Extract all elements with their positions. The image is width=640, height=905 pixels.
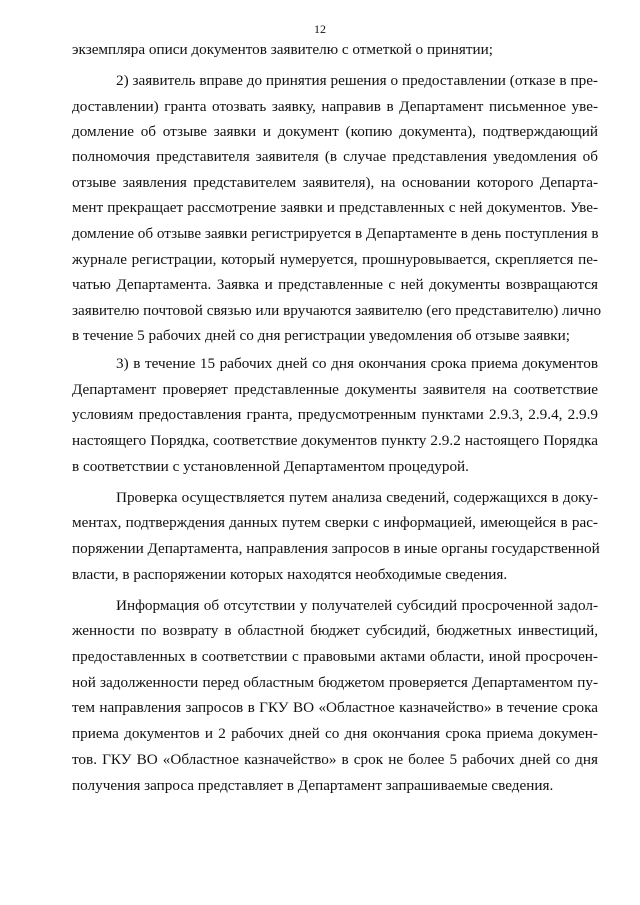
text-line: Проверка осуществляется путем анализа сведений, содержащихся в доку- bbox=[116, 489, 598, 506]
text-line: экземпляра описи документов заявителю с отметкой о принятии; bbox=[72, 41, 494, 58]
text-line: полномочия представителя заявителя (в случае представления уведомления об bbox=[72, 148, 598, 165]
text-line: женности по возврату в областной бюджет субсидий, бюджетных инвестиций, bbox=[72, 622, 598, 639]
text-line: мент прекращает рассмотрение заявки и представленных с ней документов. Уве- bbox=[72, 199, 598, 216]
text-line: в течение 5 рабочих дней со дня регистрации уведомления об отзыве заявки; bbox=[72, 327, 571, 344]
text-line: 2) заявитель вправе до принятия решения о предоставлении (отказе в пре- bbox=[116, 72, 598, 89]
text-line: тем направления запросов в ГКУ ВО «Областное казначейство» в течение срока bbox=[72, 699, 598, 716]
text-line: в соответствии с установленной Департаментом процедурой. bbox=[72, 458, 469, 475]
text-line: ментах, подтверждения данных путем сверки с информацией, имеющейся в рас- bbox=[72, 514, 598, 531]
text-line: заявителю почтовой связью или вручаются заявителю (его представителю) лично bbox=[72, 302, 602, 319]
text-line: условиям предоставления гранта, предусмотренным пунктами 2.9.3, 2.9.4, 2.9.9 bbox=[72, 406, 598, 423]
text-line: домление об отзыве заявки и документ (копию документа), подтверждающий bbox=[72, 123, 598, 140]
text-line: получения запроса представляет в Департамент запрашиваемые сведения. bbox=[72, 777, 554, 794]
text-line: Департамент проверяет представленные документы заявителя на соответствие bbox=[72, 381, 598, 398]
text-line: предоставленных в соответствии с правовыми актами области, иной просрочен- bbox=[72, 648, 598, 665]
text-line: 3) в течение 15 рабочих дней со дня окончания срока приема документов bbox=[116, 355, 598, 372]
text-line: тов. ГКУ ВО «Областное казначейство» в срок не более 5 рабочих дней со дня bbox=[72, 751, 598, 768]
text-line: чатью Департамента. Заявка и представленные с ней документы возвращаются bbox=[72, 276, 598, 293]
page-number: 12 bbox=[314, 22, 326, 36]
text-line: ной задолженности перед областным бюджетом проверяется Департаментом пу- bbox=[72, 674, 598, 691]
text-line: власти, в распоряжении которых находятся необходимые сведения. bbox=[72, 566, 508, 583]
text-line: настоящего Порядка, соответствие документов пункту 2.9.2 настоящего Порядка bbox=[72, 432, 598, 449]
text-line: поряжении Департамента, направления запросов в иные органы государственной bbox=[72, 540, 600, 557]
text-line: доставлении) гранта отозвать заявку, направив в Департамент письменное уве- bbox=[72, 98, 598, 115]
text-line: домление об отзыве заявки регистрируется в Департаменте в день поступления в bbox=[72, 225, 599, 242]
text-line: Информация об отсутствии у получателей субсидий просроченной задол- bbox=[116, 597, 598, 614]
text-line: журнале регистрации, который нумеруется, прошнуровывается, скрепляется пе- bbox=[72, 251, 598, 268]
text-line: отзыве заявления представителем заявителя), на основании которого Департа- bbox=[72, 174, 598, 191]
text-line: приема документов и 2 рабочих дней со дня окончания срока приема докумен- bbox=[72, 725, 598, 742]
